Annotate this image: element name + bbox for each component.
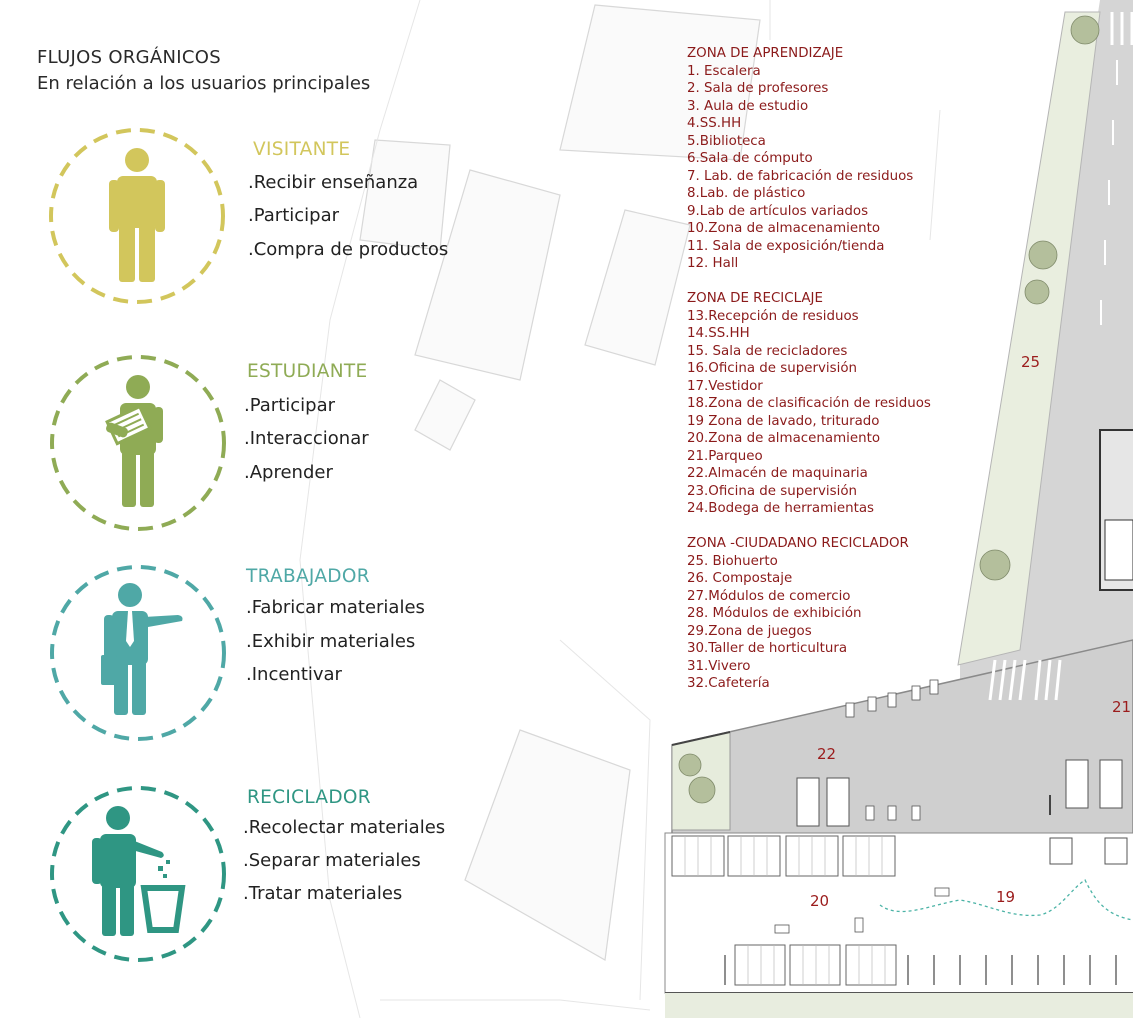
plan-label-25: 25 xyxy=(1021,353,1041,371)
role-title-estudiante: ESTUDIANTE xyxy=(247,361,368,382)
legend-item: 4.SS.HH xyxy=(687,116,742,131)
heading-title: FLUJOS ORGÁNICOS xyxy=(37,47,221,68)
legend-item: 29.Zona de juegos xyxy=(687,623,812,639)
role-item: .Exhibir materiales xyxy=(246,631,416,652)
role-item: .Fabricar materiales xyxy=(246,597,425,618)
role-item: .Aprender xyxy=(244,462,333,483)
recycler-trash-bin-icon xyxy=(48,784,228,964)
legend-item: 26. Compostaje xyxy=(687,571,793,586)
legend-item: 5.Biblioteca xyxy=(687,133,766,149)
legend-item: 19 Zona de lavado, triturado xyxy=(687,413,880,429)
legend-item: 7. Lab. de fabricación de residuos xyxy=(687,168,914,184)
student-with-book-icon xyxy=(48,353,228,533)
role-item: .Compra de productos xyxy=(248,239,449,260)
role-title-reciclador: RECICLADOR xyxy=(247,787,371,808)
legend-item: 25. Biohuerto xyxy=(687,553,778,569)
legend-item: 30.Taller de horticultura xyxy=(687,641,848,656)
plan-label-21: 21 xyxy=(1112,698,1132,716)
role-item: .Participar xyxy=(244,395,336,416)
role-title-trabajador: TRABAJADOR xyxy=(246,566,370,587)
legend-item: 8.Lab. de plástico xyxy=(687,186,806,201)
plan-label-19: 19 xyxy=(996,888,1016,906)
legend-item: 24.Bodega de herramientas xyxy=(687,501,874,516)
role-item: .Tratar materiales xyxy=(243,883,403,904)
legend-item: 16.Oficina de supervisión xyxy=(687,361,858,376)
legend-item: 14.SS.HH xyxy=(687,326,750,341)
role-title-visitante: VISITANTE xyxy=(253,139,351,160)
legend-item: 32.Cafetería xyxy=(687,676,770,691)
plan-label-22: 22 xyxy=(817,745,837,763)
legend-item: 23.Oficina de supervisión xyxy=(687,483,858,499)
legend-item: 2. Sala de profesores xyxy=(687,81,829,96)
legend-item: 11. Sala de exposición/tienda xyxy=(687,238,885,254)
legend-item: 17.Vestidor xyxy=(687,378,763,394)
legend-item: 27.Módulos de comercio xyxy=(687,588,851,604)
zone-title: ZONA -CIUDADANO RECICLADOR xyxy=(687,536,909,551)
role-item: .Interaccionar xyxy=(244,428,369,449)
role-item: .Recibir enseñanza xyxy=(248,172,419,193)
role-item: .Recolectar materiales xyxy=(243,817,446,838)
legend-item: 18.Zona de clasificación de residuos xyxy=(687,396,931,411)
legend-item: 6.Sala de cómputo xyxy=(687,151,813,166)
heading-subtitle: En relación a los usuarios principales xyxy=(37,73,371,94)
legend-item: 10.Zona de almacenamiento xyxy=(687,221,881,236)
legend-item: 15. Sala de recicladores xyxy=(687,343,848,359)
legend-item: 12. Hall xyxy=(687,256,739,271)
diagram-heading xyxy=(37,46,370,98)
legend-item: 31.Vivero xyxy=(687,658,751,674)
legend-item: 1. Escalera xyxy=(687,63,761,79)
zone-title: ZONA DE APRENDIZAJE xyxy=(687,46,844,61)
worker-with-briefcase-icon xyxy=(48,563,228,743)
legend-item: 28. Módulos de exhibición xyxy=(687,606,862,621)
legend-item: 13.Recepción de residuos xyxy=(687,308,859,324)
role-item: .Separar materiales xyxy=(243,850,421,871)
zone-title: ZONA DE RECICLAJE xyxy=(687,291,823,306)
legend-item: 3. Aula de estudio xyxy=(687,98,809,114)
zones-legend xyxy=(687,45,931,693)
legend-item: 9.Lab de artículos variados xyxy=(687,203,869,219)
legend-item: 22.Almacén de maquinaria xyxy=(687,466,868,481)
role-item: .Incentivar xyxy=(246,664,342,685)
legend-item: 20.Zona de almacenamiento xyxy=(687,431,881,446)
plan-label-20: 20 xyxy=(810,892,830,910)
legend-item: 21.Parqueo xyxy=(687,448,763,464)
role-item: .Participar xyxy=(248,205,340,226)
visitor-person-icon xyxy=(47,126,227,306)
